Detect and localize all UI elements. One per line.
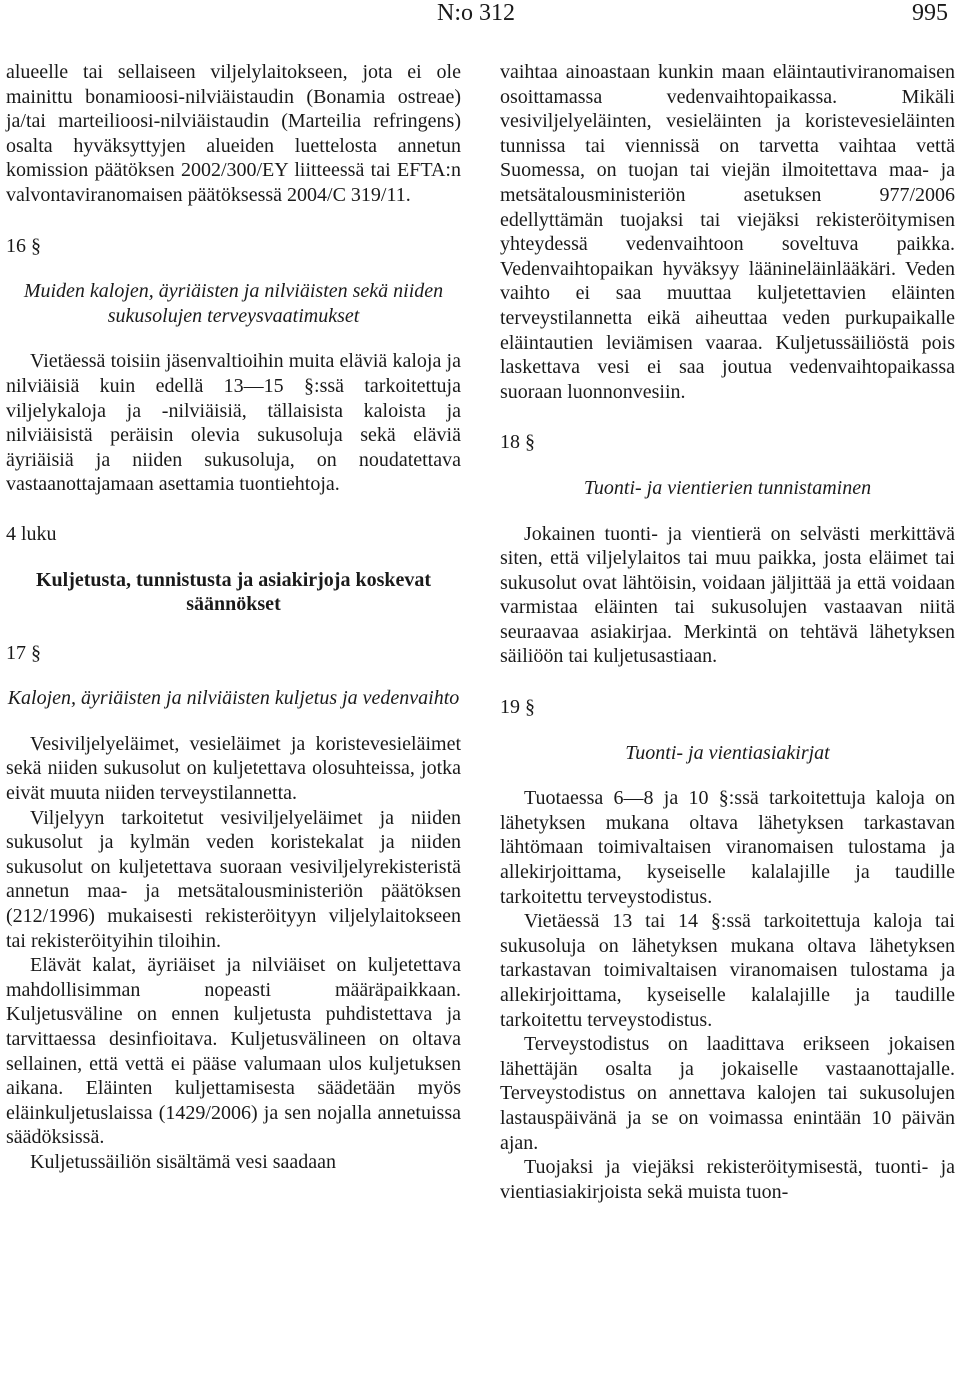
section-18-number: 18 § [500, 431, 535, 454]
continued-paragraph: vaihtaa ainoastaan kunkin maan eläintautiviranomaisen osoittamassa vedenvaihtopaikassa. Mikäli vesiviljelyeläinten, vesieläinten ja koristevesieläinten tunnissa tai viennissä on tarvetta vaihtaa vettä Suomessa, on tuojan tai viejän ilmoitettava maa- ja metsätalousministeriön asetuksen 977/2006 edellyttämän tuojaksi tai viejäksi rekisteröitymisen yhteydessä vedenvaihtoon soveltuva paikka. Vedenvaihtopaikan hyväksyy läänineläinlääkäri. Veden vaihto ei saa muuttaa kuljetettavien eläinten terveystilannetta eikä aiheuttaa veden purkupaikalle eläintautien leviämisen vaaraa. Kuljetussäiliöstä pois laskettava vesi ei saa joutua vedenvaihtopaikassa suoraan luonnonvesiin. [500, 61, 955, 403]
section-19-paragraph-2: Vietäessä 13 tai 14 §:ssä tarkoitettuja kaloja tai sukusoluja on lähetyksen mukana oltava lähetyksen tarkastavan toimivaltaisen viranomaisen tulostama ja allekirjoittama, kyseiselle kalalajille ja taudille tarkoitettu terveystodistus. [500, 910, 955, 1031]
section-19-paragraph-4: Tuojaksi ja viejäksi rekisteröitymisestä, tuonti- ja vientiasiakirjoista sekä muista tuon- [500, 1156, 955, 1203]
section-19-title: Tuonti- ja vientiasiakirjat [625, 741, 830, 764]
section-16-number: 16 § [6, 234, 41, 257]
section-19-paragraph-3: Terveystodistus on laadittava erikseen jokaisen lähettäjän osalta ja jokaiselle vastaanottajalle. Terveystodistus on annettava kalojen tai sukusolujen lastauspäivänä ja se on voimassa enintään 10 päivän ajan. [500, 1033, 955, 1154]
section-17-paragraph-1: Vesiviljelyeläimet, vesieläimet ja koristevesieläimet sekä niiden sukusolut on kuljetettava olosuhteissa, jotka eivät muuta niiden terveystilannetta. [6, 732, 461, 805]
chapter-title: Kuljetusta, tunnistusta ja asiakirjoja koskevat säännökset [35, 568, 432, 616]
document-number: N:o 312 [437, 0, 515, 26]
section-17-paragraph-2: Viljelyyn tarkoitetut vesiviljelyeläimet ja niiden sukusolut ja kylmän veden koristekalat ja niiden sukusolut on kuljetettava suoraan vesiviljelyrekisteristä annetun maa- ja metsätalousministeriön päätöksen (212/1996) mukaisesti rekisteröityyn viljelylaitokseen tai rekisteröityihin tiloihin. [6, 806, 461, 952]
page-header [0, 0, 960, 30]
section-16-title: Muiden kalojen, äyriäisten ja nilviäisten sekä niiden sukusolujen terveysvaatimukset [23, 280, 444, 327]
section-19-number: 19 § [500, 696, 535, 719]
intro-paragraph: alueelle tai sellaiseen viljelylaitokseen, jota ei ole mainittu bonamioosi-nilviäistaudin (Bonamia ostreae) ja/tai marteilioosi-nilviäistaudin (Marteilia refringens) osalta hyväksyttyjen alueiden luettelosta annetun komission päätöksen 2002/300/EY liitteessä tai EFTA:n valvontaviranomaisen päätöksessä 2004/C 319/11. [6, 61, 461, 206]
left-column [6, 60, 461, 1175]
section-19-paragraph-1: Tuotaessa 6—8 ja 10 §:ssä tarkoitettuja kaloja on lähetyksen mukana oltava lähetyksen tarkastavan lähtömaan toimivaltaisen viranomaisen tulostama ja allekirjoittama, kyseiselle kalalajille ja taudille tarkoitettu terveystodistus. [500, 787, 955, 908]
right-column [500, 60, 955, 1204]
section-17-paragraph-3: Elävät kalat, äyriäiset ja nilviäiset on kuljetettava mahdollisimman nopeasti määräpaikkaan. Kuljetusväline on ennen kuljetusta puhdistettava ja tarvittaessa desinfioitava. Kuljetusvälineen on oltava sellainen, että vettä ei pääse valumaan ulos kuljetuksen aikana. Eläinten kuljettamisesta säädetään myös eläinkuljetuslaissa (1429/2006) ja sen nojalla annetuissa säädöksissä. [6, 954, 461, 1149]
page-number: 995 [912, 0, 948, 26]
section-18-title: Tuonti- ja vientierien tunnistaminen [583, 476, 872, 499]
section-16-paragraph-1: Vietäessä toisiin jäsenvaltioihin muita eläviä kaloja ja nilviäisiä kuin edellä 13—15 §:ssä tarkoitettuja viljelykaloja ja -nilviäisiä, tällaisista kaloista ja nilviäisistä peräisin olevia sukusoluja sekä eläviä äyriäisiä ja niiden sukusoluja, on noudatettava vastaanottajamaan asettamia tuontiehtoja. [6, 350, 461, 496]
section-18-paragraph-1: Jokainen tuonti- ja vientierä on selvästi merkittävä siten, että viljelylaitos tai muu paikka, josta eläimet tai sukusolut ovat lähtöisin, voidaan jäljittää ja että voidaan varmistaa eläinten tai sukusolujen vastaavan niitä seuraavaa asiakirjaa. Merkintä on tehtävä lähetyksen säiliöön tai kuljetusastiaan. [500, 522, 955, 668]
section-17-paragraph-4: Kuljetussäiliön sisältämä vesi saadaan [30, 1150, 337, 1173]
chapter-number: 4 luku [6, 522, 57, 545]
section-17-number: 17 § [6, 641, 41, 664]
section-17-title: Kalojen, äyriäisten ja nilviäisten kuljetus ja vedenvaihto [7, 687, 460, 710]
